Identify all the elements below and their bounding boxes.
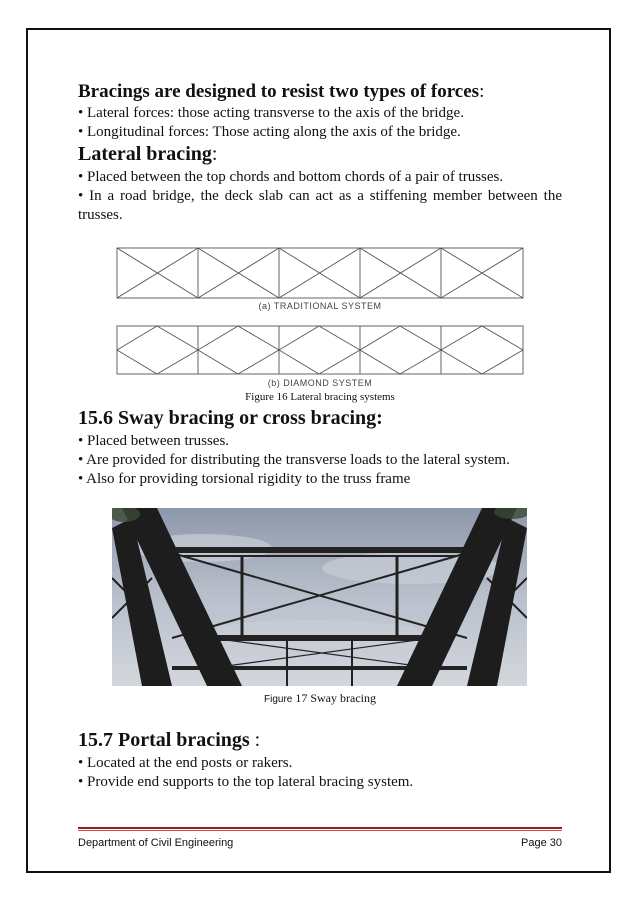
sway-bullet-1: • Placed between trusses. xyxy=(78,433,230,449)
sway-bracing-photo xyxy=(112,508,527,686)
lateral-heading-bold: Lateral bracing xyxy=(78,143,212,165)
sway-bullet-2: • Are provided for distributing the transverse loads to the lateral system. xyxy=(78,452,510,468)
diamond-frame xyxy=(117,326,523,374)
figure16-caption: Figure 16 Lateral bracing systems xyxy=(245,391,395,403)
portal-heading xyxy=(78,728,562,752)
traditional-panels xyxy=(117,248,523,298)
lateral-section xyxy=(78,142,562,225)
sway-bullet-3: • Also for providing torsional rigidity to the truss frame xyxy=(78,471,411,487)
intro-section xyxy=(78,80,562,142)
portal-bullet-1: • Located at the end posts or rakers. xyxy=(78,755,293,771)
portal-heading-tail: : xyxy=(249,729,261,751)
intro-bullet-1: • Lateral forces: those acting transverse to the axis of the bridge. xyxy=(78,105,464,121)
intro-heading xyxy=(78,80,562,104)
sway-heading: 15.6 Sway bracing or cross bracing: xyxy=(78,407,383,429)
figure17-prefix: Figure xyxy=(263,694,293,705)
label-diamond: (b) DIAMOND SYSTEM xyxy=(267,378,373,388)
portal-bullet-2: • Provide end supports to the top lateral bracing system. xyxy=(78,774,414,790)
intro-heading-tail: : xyxy=(479,81,485,102)
label-traditional: (a) TRADITIONAL SYSTEM xyxy=(258,301,382,311)
portal-section xyxy=(78,728,562,792)
bridge-image xyxy=(112,508,527,686)
lateral-heading-tail: : xyxy=(211,143,218,165)
intro-bullet-2: • Longitudinal forces: Those acting along the axis of the bridge. xyxy=(78,124,461,140)
portal-heading-bold: 15.7 Portal bracings xyxy=(78,729,250,751)
footer-department: Department of Civil Engineering xyxy=(78,837,234,849)
lateral-bracing-diagram xyxy=(112,244,528,392)
footer-rule xyxy=(78,827,562,829)
sway-section xyxy=(78,406,562,489)
figure17-rest: 17 Sway bracing xyxy=(292,691,376,705)
figure17-caption xyxy=(78,691,562,706)
lateral-bullet-1: • Placed between the top chords and bottom chords of a pair of trusses. xyxy=(78,169,504,185)
footer-rule-thin xyxy=(78,830,562,831)
diamond-panels xyxy=(117,326,523,374)
footer-page-number: Page 30 xyxy=(521,837,562,849)
intro-heading-bold: Bracings are designed to resist two types of forces xyxy=(78,81,480,102)
lateral-bullet-2: • In a road bridge, the deck slab can act as a stiffening member between the trusses. xyxy=(78,188,562,223)
lateral-heading xyxy=(78,142,562,166)
